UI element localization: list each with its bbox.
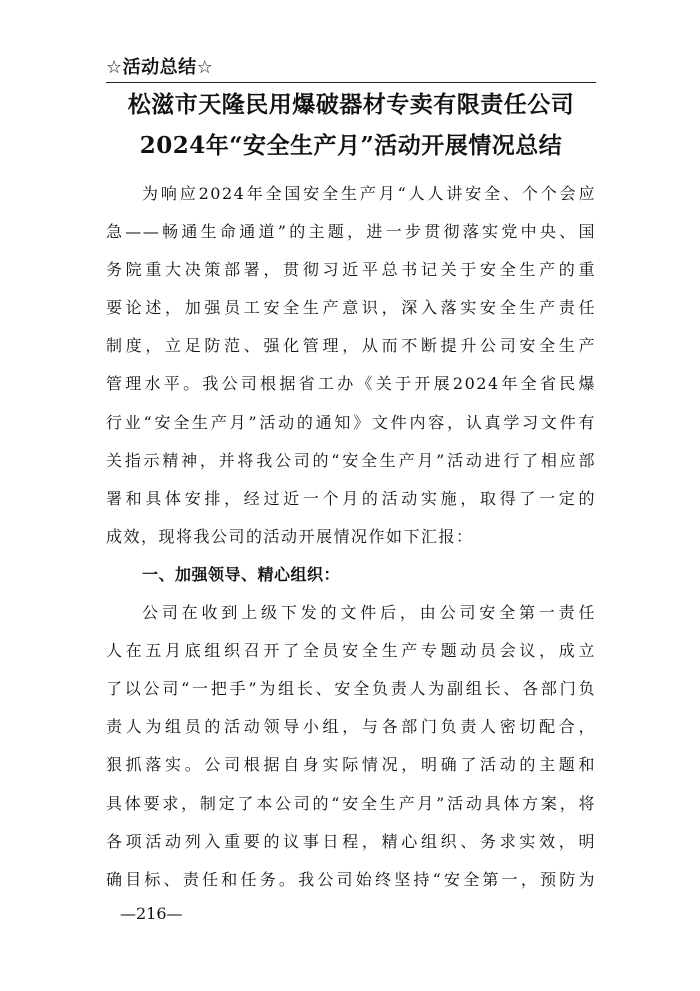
- text-line: 狠抓落实。公司根据自身实际情况，明确了活动的主题和: [106, 755, 596, 775]
- text-line: 务院重大决策部署，贯彻习近平总书记关于安全生产的重: [106, 260, 596, 280]
- body-text: [106, 175, 596, 899]
- header-rule: [106, 82, 596, 83]
- text-line: 行业“安全生产月”活动的通知》文件内容，认真学习文件有: [106, 412, 596, 432]
- text-line: 责人为组员的活动领导小组，与各部门负责人密切配合，: [106, 717, 596, 737]
- text-line: 急——畅通生命通道”的主题，进一步贯彻落实党中央、国: [106, 222, 596, 242]
- section-heading: 一、加强领导、精心组织：: [142, 564, 341, 584]
- text-line: 了以公司“一把手”为组长、安全负责人为副组长、各部门负: [106, 679, 596, 699]
- page-number: —216—: [120, 904, 183, 923]
- text-line: 各项活动列入重要的议事日程，精心组织、务求实效，明: [106, 831, 596, 851]
- text-line: 要论述，加强员工安全生产意识，深入落实安全生产责任: [106, 298, 596, 318]
- text-line: 公司在收到上级下发的文件后，由公司安全第一责任: [142, 603, 596, 623]
- section-label: ☆活动总结☆: [106, 57, 214, 78]
- text-line: 为响应2024年全国安全生产月“人人讲安全、个个会应: [142, 184, 596, 203]
- text-line: 具体要求，制定了本公司的“安全生产月”活动具体方案，将: [106, 793, 596, 813]
- text-line: 确目标、责任和任务。我公司始终坚持“安全第一，预防为: [106, 869, 596, 889]
- text-line: 制度，立足防范、强化管理，从而不断提升公司安全生产: [106, 336, 596, 356]
- document-title-line-2: 2024年“安全生产月”活动开展情况总结: [139, 132, 563, 159]
- text-line: 管理水平。我公司根据省工办《关于开展2024年全省民爆: [106, 374, 596, 394]
- text-line: 成效，现将我公司的活动开展情况作如下汇报：: [106, 526, 474, 546]
- text-line: 关指示精神，并将我公司的“安全生产月”活动进行了相应部: [106, 450, 596, 470]
- document-title-line-1: 松滋市天隆民用爆破器材专卖有限责任公司: [127, 91, 575, 118]
- text-line: 署和具体安排，经过近一个月的活动实施，取得了一定的: [106, 488, 596, 508]
- text-line: 人在五月底组织召开了全员安全生产专题动员会议，成立: [106, 641, 596, 661]
